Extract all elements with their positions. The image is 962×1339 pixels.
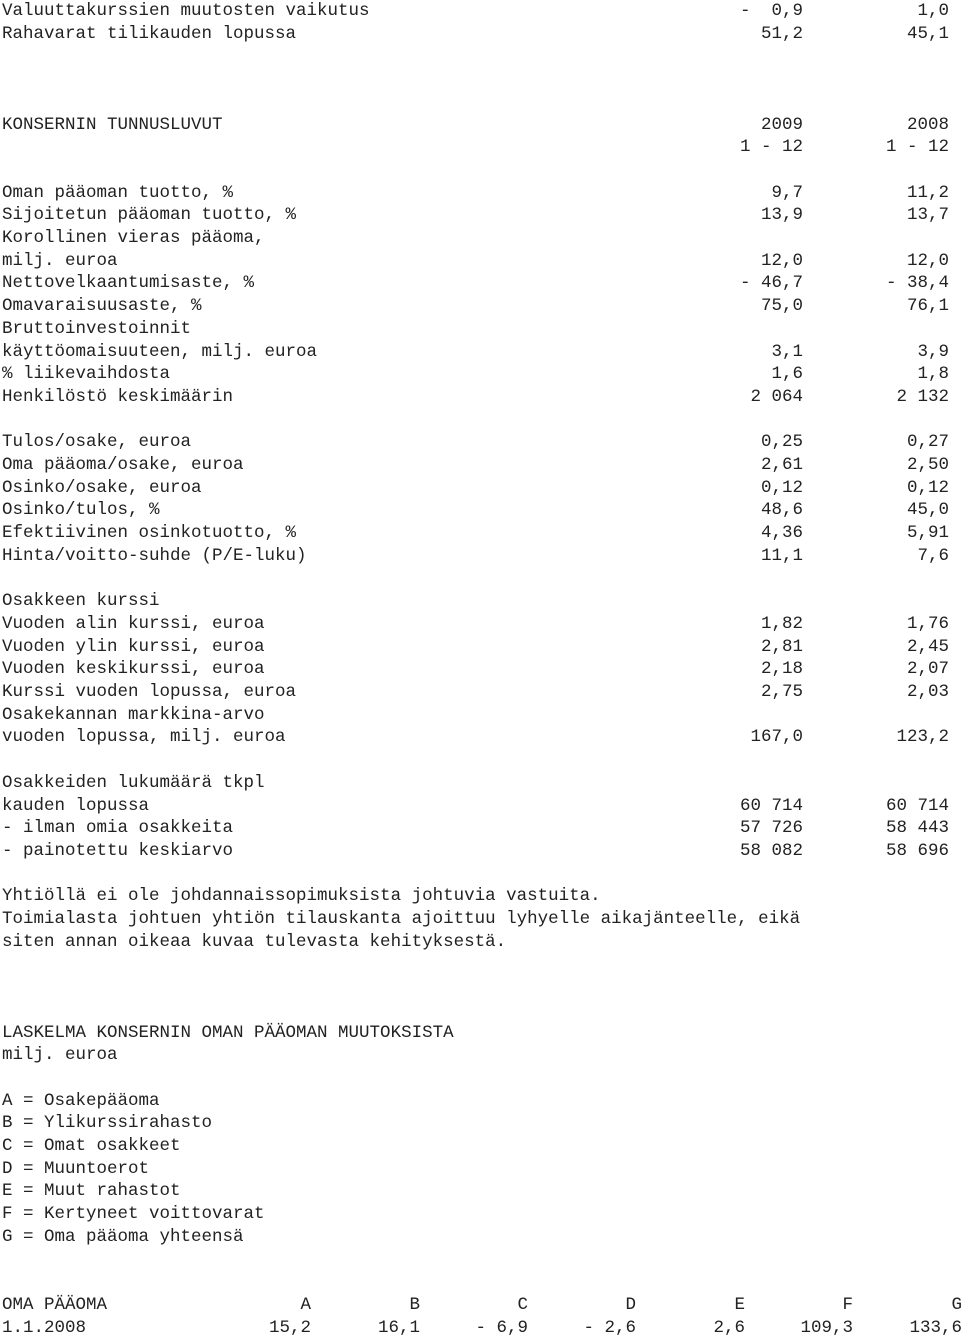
row-label: Sijoitetun pääoman tuotto, % — [2, 205, 297, 226]
row-label: Oma pääoma/osake, euroa — [2, 455, 244, 475]
column-header-f: F — [842, 1294, 853, 1315]
value-2009: 1,82 — [760, 613, 803, 634]
period-header-2009: 1 - 12 — [739, 137, 803, 158]
row-label: Tulos/osake, euroa — [2, 432, 192, 453]
equity-cell-g: 133,6 — [909, 1317, 962, 1338]
value-2008: 45,0 — [906, 500, 949, 521]
value-2009: 48,6 — [760, 500, 803, 521]
row-label: Henkilöstö keskimäärin — [2, 386, 234, 407]
value-2008: 2,45 — [906, 636, 949, 657]
row-label: Efektiivinen osinkotuotto, % — [2, 523, 297, 544]
row-label: Hinta/voitto-suhde (P/E-luku) — [2, 545, 307, 566]
column-header-d: D — [625, 1294, 636, 1315]
value-2008: 76,1 — [906, 296, 949, 317]
legend-item: E = Muut rahastot — [2, 1181, 181, 1202]
value-2008: - 38,4 — [885, 273, 949, 294]
value-2009: 4,36 — [760, 523, 803, 544]
section-heading: KONSERNIN TUNNUSLUVUT — [2, 114, 223, 135]
value-2009: 13,9 — [760, 205, 803, 226]
legend-item: F = Kertyneet voittovarat — [2, 1204, 265, 1225]
row-label: Bruttoinvestoinnit — [2, 318, 192, 339]
row-label: Osinko/tulos, % — [2, 500, 160, 521]
value-2009: 167,0 — [750, 727, 803, 748]
value-2009: 58 082 — [739, 840, 803, 861]
value-2008: 58 443 — [885, 818, 949, 839]
value-2009: 0,12 — [760, 477, 803, 498]
note-line: siten annan oikeaa kuvaa tulevasta kehityksestä. — [2, 931, 507, 952]
row-label: Korollinen vieras pääoma, — [2, 228, 265, 248]
row-label: milj. euroa — [2, 250, 118, 271]
value-2009: 2 064 — [750, 386, 803, 407]
row-label: Valuuttakurssien muutosten vaikutus — [2, 1, 370, 21]
row-label: kauden lopussa — [2, 795, 150, 816]
equity-cell-f: 109,3 — [800, 1317, 853, 1338]
value-2009: 2,61 — [760, 455, 803, 475]
value-2008: 0,27 — [906, 432, 949, 453]
value-2009: 2,18 — [760, 659, 803, 680]
equity-cell-c: - 6,9 — [475, 1317, 528, 1338]
value-2008: 12,0 — [906, 250, 949, 271]
column-header-c: C — [517, 1294, 528, 1315]
row-label: käyttöomaisuuteen, milj. euroa — [2, 341, 318, 362]
value-2009: 0,25 — [760, 432, 803, 453]
note-line: Yhtiöllä ei ole johdannaissopimuksista johtuvia vastuita. — [2, 886, 601, 907]
value-2009: 51,2 — [760, 23, 803, 44]
value-2008: 1,0 — [917, 1, 949, 21]
column-header-a: A — [300, 1294, 311, 1315]
year-header-2009: 2009 — [760, 114, 803, 135]
row-label: Osinko/osake, euroa — [2, 477, 202, 498]
row-label: Osakkeiden lukumäärä tkpl — [2, 772, 265, 793]
equity-cell-e: 2,6 — [713, 1317, 745, 1338]
value-2009: 2,81 — [760, 636, 803, 657]
unit-label: milj. euroa — [2, 1045, 118, 1066]
row-label: Vuoden alin kurssi, euroa — [2, 613, 265, 634]
row-label: Osakekannan markkina-arvo — [2, 704, 265, 725]
value-2008: 1,76 — [906, 613, 949, 634]
legend-item: A = Osakepääoma — [2, 1090, 160, 1111]
note-line: Toimialasta johtuen yhtiön tilauskanta ajoittuu lyhyelle aikajänteelle, eikä — [2, 909, 801, 929]
value-2008: 13,7 — [906, 205, 949, 226]
equity-cell-b: 16,1 — [377, 1317, 420, 1338]
column-header-e: E — [734, 1294, 745, 1315]
value-2009: 75,0 — [760, 296, 803, 317]
equity-cell-a: 15,2 — [268, 1317, 311, 1338]
legend-item: C = Omat osakkeet — [2, 1136, 181, 1156]
column-header-g: G — [951, 1294, 962, 1315]
value-2009: 2,75 — [760, 682, 803, 702]
value-2009: 11,1 — [760, 545, 803, 566]
row-label: Kurssi vuoden lopussa, euroa — [2, 682, 297, 702]
equity-cell-d: - 2,6 — [583, 1317, 636, 1338]
row-label: Rahavarat tilikauden lopussa — [2, 23, 297, 44]
row-label: Nettovelkaantumisaste, % — [2, 273, 255, 294]
legend-item: G = Oma pääoma yhteensä — [2, 1226, 244, 1247]
row-label: Omavaraisuusaste, % — [2, 296, 202, 317]
row-label: - painotettu keskiarvo — [2, 840, 234, 861]
legend-item: B = Ylikurssirahasto — [2, 1113, 213, 1134]
equity-row-label: 1.1.2008 — [2, 1317, 87, 1338]
year-header-2008: 2008 — [906, 114, 949, 135]
value-2008: 1,8 — [917, 364, 949, 385]
value-2008: 2,50 — [906, 455, 949, 475]
period-header-2008: 1 - 12 — [885, 137, 949, 158]
value-2008: 123,2 — [896, 727, 949, 748]
value-2008: 0,12 — [906, 477, 949, 498]
value-2009: 60 714 — [739, 795, 803, 816]
value-2008: 7,6 — [917, 545, 949, 566]
value-2009: 3,1 — [771, 341, 803, 362]
value-2008: 11,2 — [906, 182, 949, 203]
value-2008: 3,9 — [917, 341, 949, 362]
value-2009: 1,6 — [771, 364, 803, 385]
value-2008: 45,1 — [906, 23, 949, 44]
legend-item: D = Muuntoerot — [2, 1158, 150, 1179]
row-label: - ilman omia osakkeita — [2, 818, 234, 839]
row-label: Vuoden ylin kurssi, euroa — [2, 636, 265, 657]
value-2008: 58 696 — [885, 840, 949, 861]
value-2008: 2,07 — [906, 659, 949, 680]
value-2008: 60 714 — [885, 795, 949, 816]
value-2009: 57 726 — [739, 818, 803, 839]
section-heading: LASKELMA KONSERNIN OMAN PÄÄOMAN MUUTOKSISTA — [2, 1022, 454, 1043]
row-label: vuoden lopussa, milj. euroa — [2, 727, 286, 748]
column-header-b: B — [409, 1294, 420, 1315]
value-2008: 5,91 — [906, 523, 949, 544]
row-label: Oman pääoman tuotto, % — [2, 182, 234, 203]
value-2009: 12,0 — [760, 250, 803, 271]
value-2008: 2 132 — [896, 386, 949, 407]
equity-table-label: OMA PÄÄOMA — [2, 1294, 108, 1315]
row-label: Osakkeen kurssi — [2, 591, 160, 612]
value-2009: - 0,9 — [739, 1, 803, 21]
value-2009: - 46,7 — [739, 273, 803, 294]
value-2008: 2,03 — [906, 682, 949, 702]
row-label: Vuoden keskikurssi, euroa — [2, 659, 265, 680]
row-label: % liikevaihdosta — [2, 364, 171, 385]
value-2009: 9,7 — [771, 182, 803, 203]
